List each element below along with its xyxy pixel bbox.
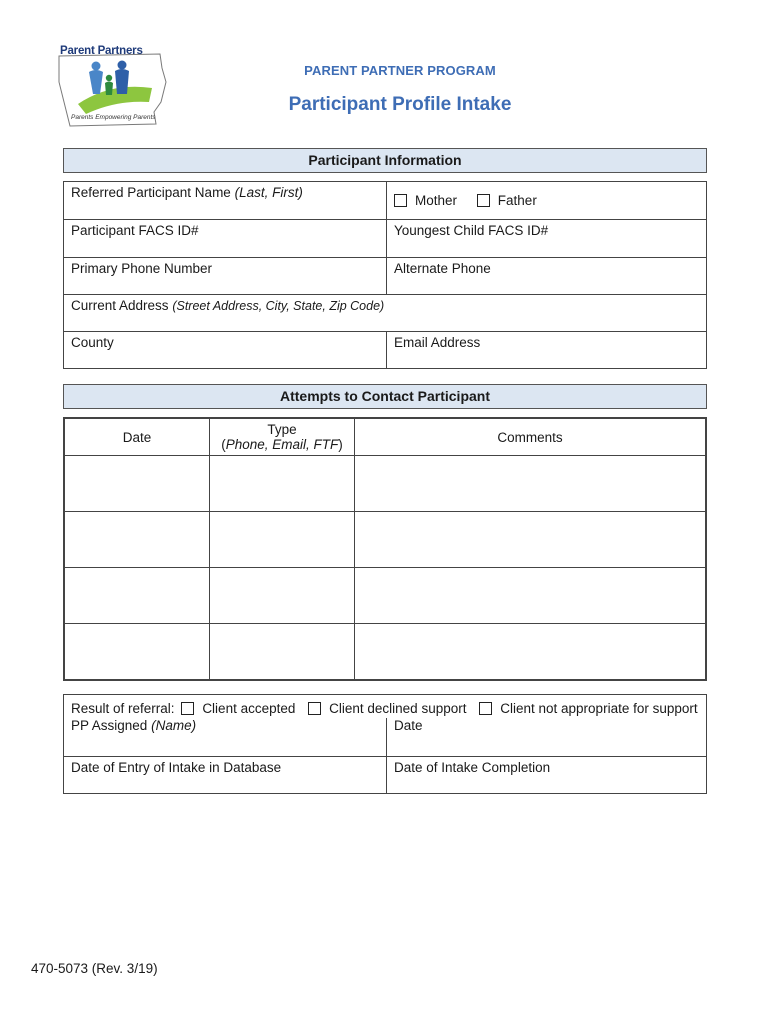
col-type-header: Type (Phone, Email, FTF) [210, 419, 355, 456]
county-label: County [71, 335, 114, 350]
client-accepted-label: Client accepted [202, 701, 296, 716]
result-section [63, 694, 707, 794]
result-label: Result of referral: [71, 701, 175, 716]
row-address [64, 294, 706, 331]
assigned-date-label: Date [394, 718, 423, 733]
parent-partners-logo [56, 42, 168, 132]
attempts-table [63, 417, 707, 681]
row-entry-dates [64, 756, 706, 793]
attempts-header-row [65, 419, 706, 456]
address-field[interactable] [64, 295, 706, 331]
attempts-row [65, 512, 706, 568]
logo-tagline: Parents Empowering Parents [71, 114, 156, 121]
col-type-label: Type [267, 422, 297, 437]
attempts-heading: Attempts to Contact Participant [63, 384, 707, 409]
col-comments-header: Comments [355, 419, 706, 456]
col-type-hint: Phone, Email, FTF [225, 437, 339, 452]
program-heading: PARENT PARTNER PROGRAM [304, 63, 496, 78]
facs-id-field[interactable] [64, 220, 386, 257]
primary-phone-label: Primary Phone Number [71, 261, 213, 276]
row-phone [64, 257, 706, 294]
client-not-appropriate-label: Client not appropriate for support [500, 701, 698, 716]
email-label: Email Address [394, 335, 481, 350]
client-not-appropriate-checkbox[interactable] [479, 702, 492, 715]
row-pp-assigned [64, 718, 706, 756]
row-facs-id [64, 219, 706, 257]
attempts-row [65, 456, 706, 512]
entry-date-label: Date of Entry of Intake in Database [71, 760, 282, 775]
alternate-phone-field[interactable] [386, 258, 706, 294]
address-hint: (Street Address, City, State, Zip Code) [172, 299, 385, 313]
attempt-date-cell[interactable] [65, 624, 210, 680]
pp-assigned-label: PP Assigned [71, 718, 148, 733]
attempt-comments-cell[interactable] [355, 624, 706, 680]
alternate-phone-label: Alternate Phone [394, 261, 491, 276]
participant-info-grid [63, 181, 707, 369]
mother-checkbox[interactable] [394, 194, 407, 207]
row-county [64, 331, 706, 368]
referred-name-hint: (Last, First) [234, 185, 303, 200]
client-declined-label: Client declined support [329, 701, 467, 716]
attempt-comments-cell[interactable] [355, 456, 706, 512]
client-accepted-checkbox[interactable] [181, 702, 194, 715]
attempt-type-cell[interactable] [210, 512, 355, 568]
col-date-header: Date [65, 419, 210, 456]
facs-id-label: Participant FACS ID# [71, 223, 199, 238]
completion-date-label: Date of Intake Completion [394, 760, 551, 775]
attempt-comments-cell[interactable] [355, 512, 706, 568]
primary-phone-field[interactable] [64, 258, 386, 294]
attempts-row [65, 624, 706, 680]
client-declined-checkbox[interactable] [308, 702, 321, 715]
completion-date-field[interactable] [386, 757, 706, 793]
parent-role-field [386, 182, 706, 219]
address-label: Current Address [71, 298, 169, 313]
attempt-type-cell[interactable] [210, 624, 355, 680]
referred-name-label: Referred Participant Name [71, 185, 231, 200]
youngest-child-field[interactable] [386, 220, 706, 257]
attempt-comments-cell[interactable] [355, 568, 706, 624]
pp-assigned-field[interactable] [64, 718, 386, 756]
entry-date-field[interactable] [64, 757, 386, 793]
father-checkbox[interactable] [477, 194, 490, 207]
participant-info-heading: Participant Information [63, 148, 707, 173]
assigned-date-field[interactable] [386, 718, 706, 756]
mother-label: Mother [415, 193, 458, 208]
attempt-type-cell[interactable] [210, 456, 355, 512]
attempt-type-cell[interactable] [210, 568, 355, 624]
result-options-row [64, 695, 706, 718]
youngest-child-label: Youngest Child FACS ID# [394, 223, 549, 238]
attempt-date-cell[interactable] [65, 512, 210, 568]
county-field[interactable] [64, 332, 386, 368]
referred-name-field[interactable] [64, 182, 386, 219]
father-label: Father [497, 193, 537, 208]
attempt-date-cell[interactable] [65, 456, 210, 512]
pp-assigned-hint: (Name) [151, 718, 197, 733]
attempts-row [65, 568, 706, 624]
row-referred-name [64, 182, 706, 219]
form-number: 470-5073 (Rev. 3/19) [31, 961, 158, 976]
email-field[interactable] [386, 332, 706, 368]
attempt-date-cell[interactable] [65, 568, 210, 624]
page-title: Participant Profile Intake [288, 94, 512, 115]
logo-brand-text: Parent Partners [60, 45, 143, 57]
